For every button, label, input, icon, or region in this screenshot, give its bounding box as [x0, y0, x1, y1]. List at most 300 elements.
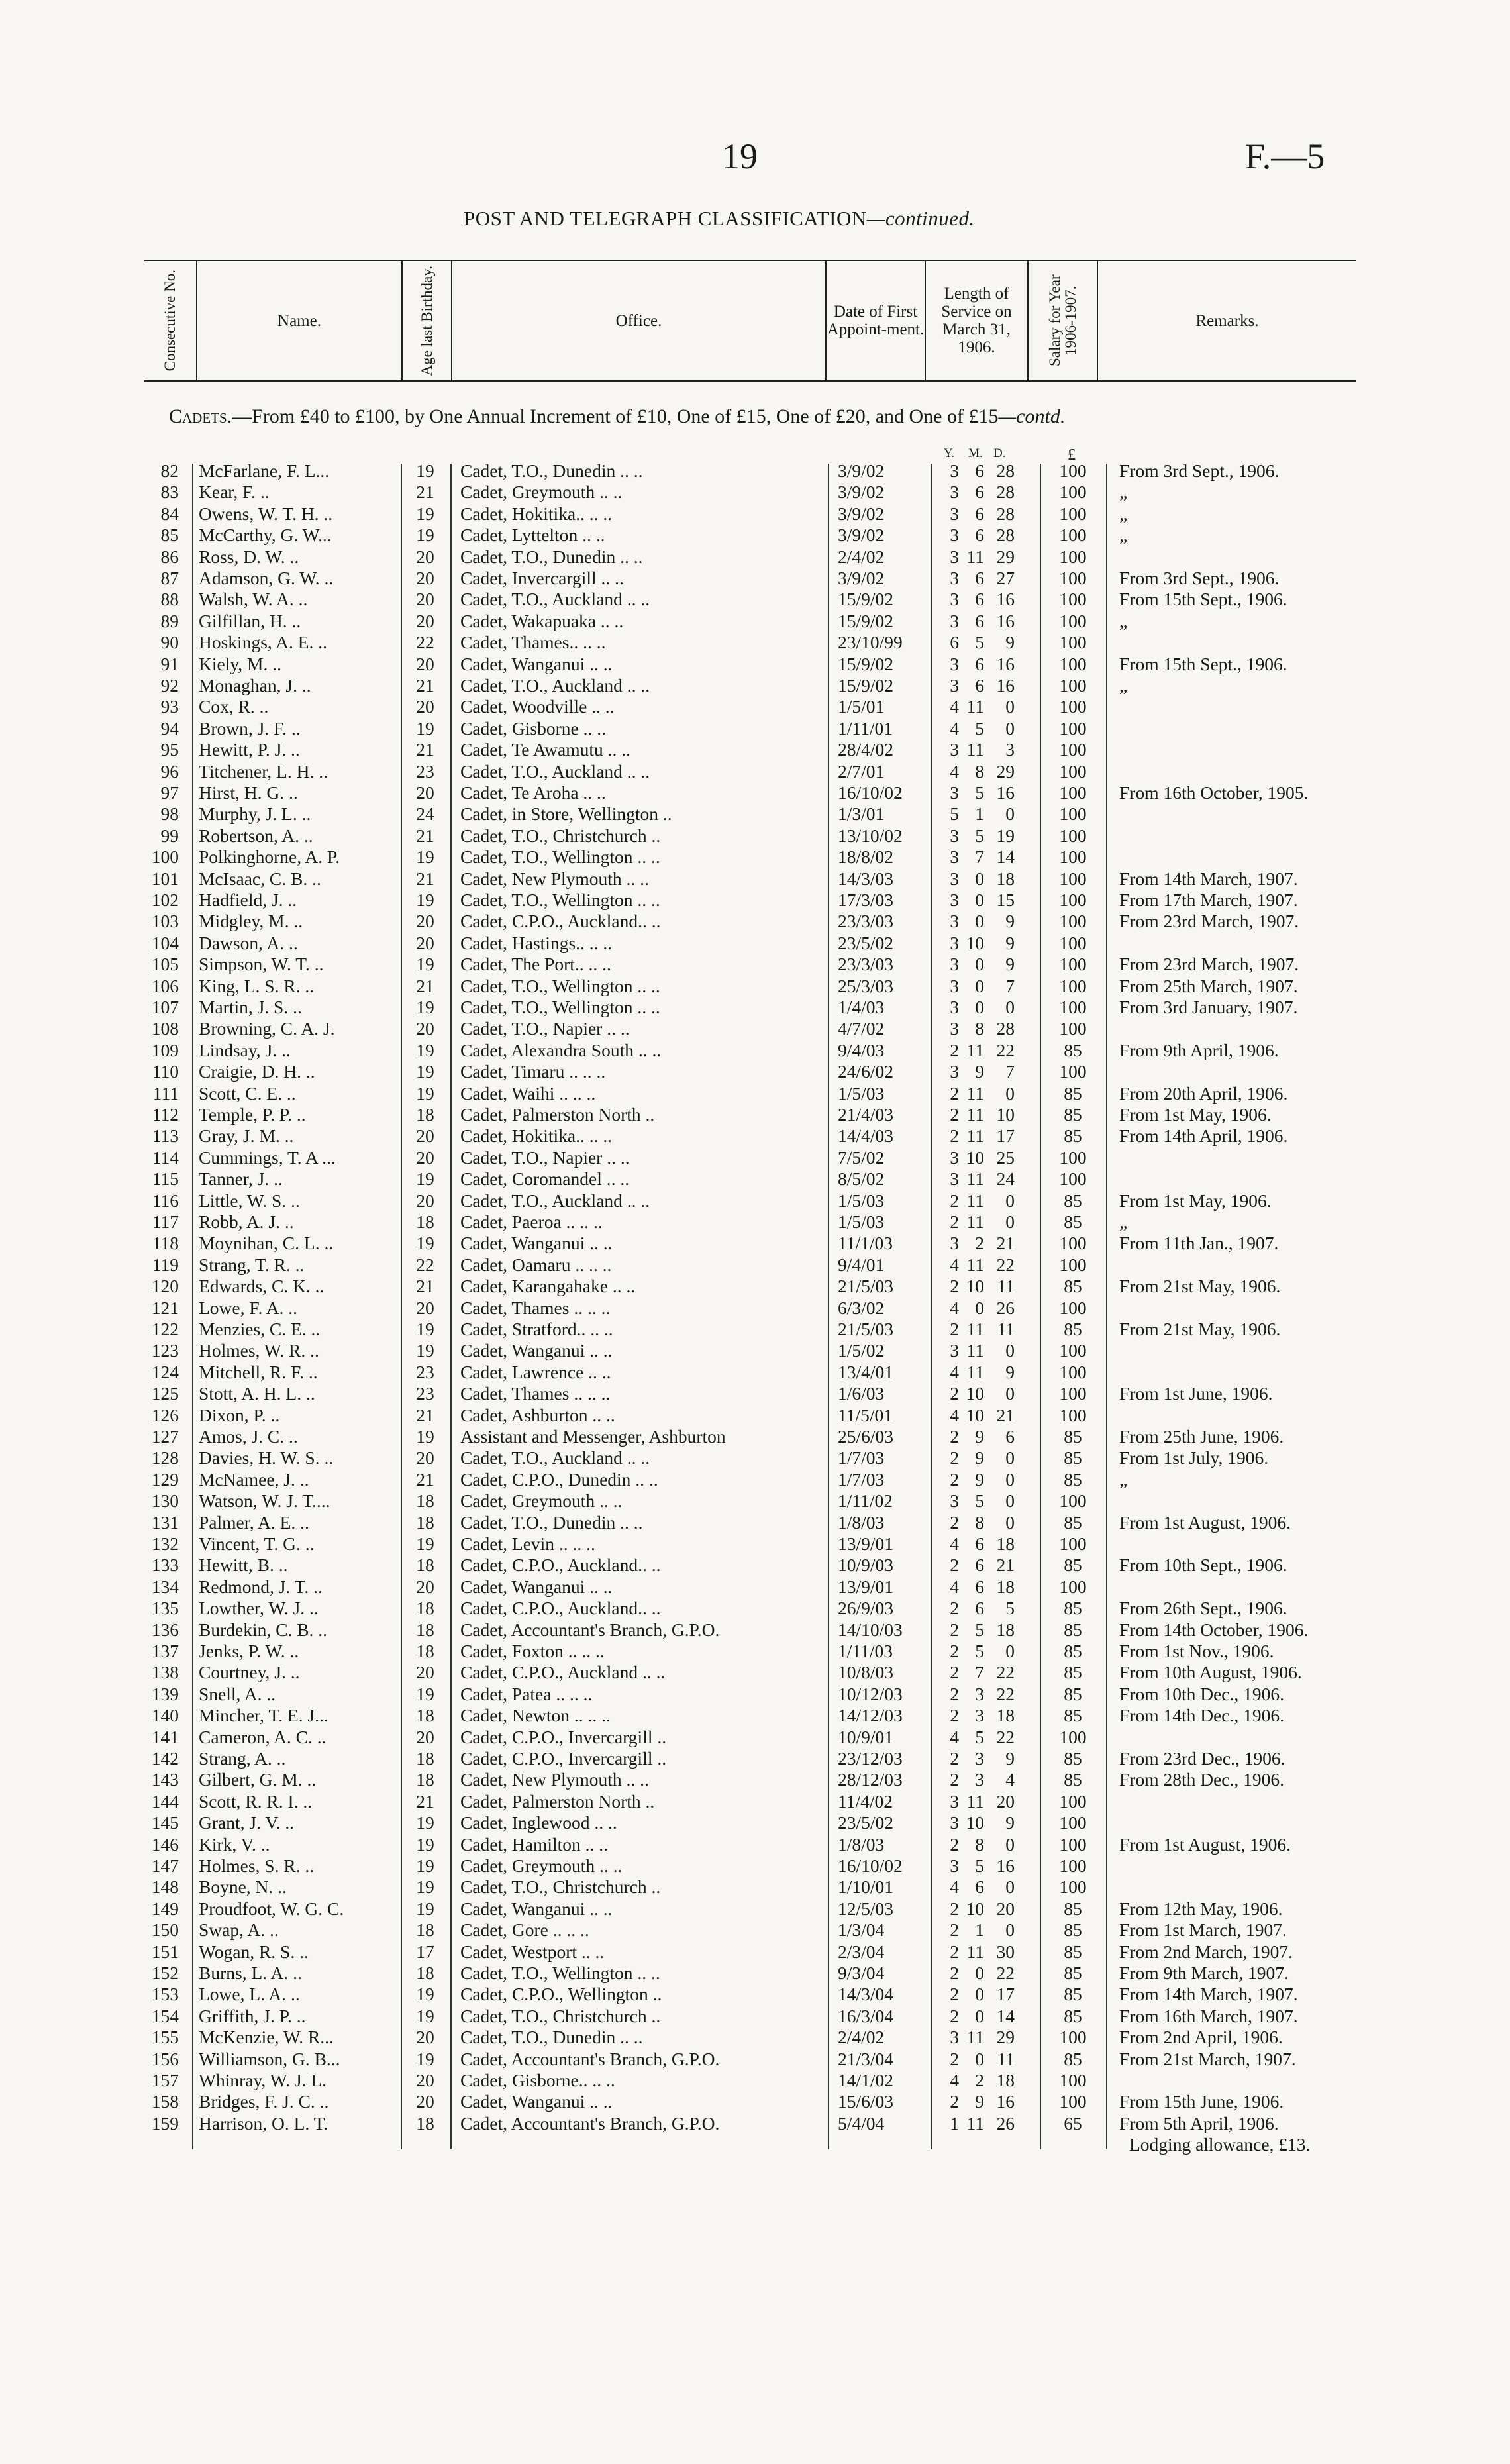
office-cell: Cadet, Accountant's Branch, G.P.O.	[460, 2048, 720, 2069]
days-cell: 15	[996, 890, 1015, 910]
title-suffix: —continued.	[866, 207, 975, 230]
months-cell: 11	[966, 1125, 984, 1147]
months-cell: 5	[975, 825, 984, 846]
consecutive-no: 154	[151, 2005, 179, 2026]
consecutive-no: 135	[151, 1598, 179, 1619]
years-cell: 4	[950, 760, 959, 782]
footnote-row	[0, 2134, 1510, 2156]
name-cell: Lindsay, J. ..	[199, 1039, 291, 1060]
salary-cell: 100	[1059, 2070, 1087, 2090]
months-cell: 9	[975, 1447, 984, 1468]
date-cell: 18/8/02	[838, 847, 894, 868]
date-cell: 3/9/02	[838, 482, 885, 503]
table-row	[0, 2091, 1510, 2113]
date-cell: 11/4/02	[838, 1790, 893, 1812]
office-cell: Cadet, T.O., Auckland .. ..	[460, 589, 650, 610]
salary-cell: 100	[1059, 568, 1087, 588]
age-cell: 20	[416, 2027, 434, 2048]
table-row	[0, 503, 1510, 525]
office-cell: Cadet, C.P.O., Invercargill ..	[460, 1726, 667, 1747]
days-cell: 24	[996, 1168, 1015, 1190]
days-cell: 11	[997, 1319, 1015, 1339]
office-cell: Cadet, Hastings.. .. ..	[460, 932, 613, 953]
salary-cell: 100	[1059, 1833, 1087, 1855]
consecutive-no: 124	[151, 1361, 179, 1382]
months-cell: 0	[975, 911, 984, 932]
name-cell: Cameron, A. C. ..	[199, 1726, 327, 1747]
salary-cell: 100	[1059, 460, 1087, 481]
salary-cell: 100	[1059, 1855, 1087, 1876]
date-cell: 14/3/03	[838, 868, 894, 889]
days-cell: 17	[996, 1125, 1015, 1147]
office-cell: Cadet, New Plymouth .. ..	[460, 1769, 649, 1790]
consecutive-no: 113	[152, 1125, 179, 1147]
days-cell: 18	[996, 868, 1015, 889]
date-cell: 1/8/03	[838, 1512, 885, 1533]
consecutive-no: 133	[151, 1555, 179, 1576]
age-cell: 18	[416, 1920, 434, 1941]
days-cell: 0	[1005, 1468, 1015, 1490]
date-cell: 14/3/04	[838, 1984, 894, 2005]
years-cell: 3	[950, 1855, 959, 1876]
office-cell: Cadet, New Plymouth .. ..	[460, 868, 649, 889]
date-cell: 21/3/04	[838, 2048, 894, 2069]
age-cell: 19	[416, 1855, 434, 1876]
months-cell: 3	[975, 1683, 984, 1704]
salary-cell: 100	[1059, 2027, 1087, 2048]
name-cell: Hirst, H. G. ..	[199, 782, 298, 803]
salary-cell: 85	[1064, 1641, 1082, 1661]
table-row	[0, 675, 1510, 697]
date-cell: 3/9/02	[838, 568, 885, 588]
years-cell: 2	[950, 1468, 959, 1490]
date-cell: 10/9/03	[838, 1555, 894, 1576]
date-cell: 28/12/03	[838, 1769, 903, 1790]
years-cell: 2	[950, 1963, 959, 1983]
consecutive-no: 87	[160, 568, 179, 588]
remarks-cell: From 2nd March, 1907.	[1119, 1941, 1293, 1962]
years-cell: 1	[950, 2112, 959, 2133]
consecutive-no: 125	[151, 1383, 179, 1404]
date-cell: 6/3/02	[838, 1297, 885, 1318]
days-cell: 0	[1005, 717, 1015, 739]
months-cell: 1	[975, 1920, 984, 1941]
table-row	[0, 782, 1510, 804]
months-cell: 0	[975, 997, 984, 1017]
table-row	[0, 1298, 1510, 1319]
years-cell: 3	[950, 890, 959, 910]
office-cell: Cadet, T.O., Auckland .. ..	[460, 675, 650, 695]
consecutive-no: 101	[151, 868, 179, 889]
age-cell: 19	[416, 1876, 434, 1898]
office-cell: Cadet, Gore .. .. ..	[460, 1920, 589, 1941]
salary-cell: 100	[1059, 1790, 1087, 1812]
salary-cell: 85	[1064, 1104, 1082, 1125]
name-cell: Holmes, S. R. ..	[199, 1855, 315, 1876]
consecutive-no: 100	[151, 847, 179, 868]
consecutive-no: 138	[151, 1662, 179, 1683]
salary-cell: 85	[1064, 1683, 1082, 1704]
consecutive-no: 144	[151, 1790, 179, 1812]
name-cell: Burns, L. A. ..	[199, 1963, 302, 1983]
age-cell: 20	[416, 589, 434, 610]
consecutive-no: 150	[151, 1920, 179, 1941]
table-row	[0, 1340, 1510, 1362]
months-cell: 0	[975, 2048, 984, 2069]
table-row	[0, 1447, 1510, 1469]
months-cell: 10	[966, 1404, 984, 1425]
months-cell: 11	[966, 1790, 984, 1812]
date-cell: 23/12/03	[838, 1748, 903, 1769]
age-cell: 19	[416, 1683, 434, 1704]
date-cell: 23/3/03	[838, 911, 894, 932]
remarks-cell: From 21st May, 1906.	[1119, 1276, 1281, 1297]
date-cell: 9/4/03	[838, 1039, 885, 1060]
consecutive-no: 82	[160, 460, 179, 481]
table-row	[0, 1040, 1510, 1062]
office-cell: Cadet, Alexandra South .. ..	[460, 1039, 662, 1060]
months-cell: 10	[966, 1147, 984, 1168]
table-row	[0, 1576, 1510, 1598]
days-cell: 0	[1005, 997, 1015, 1017]
office-cell: Cadet, Wanganui .. ..	[460, 1233, 613, 1254]
years-cell: 3	[950, 1233, 959, 1254]
months-cell: 9	[975, 2091, 984, 2112]
months-cell: 8	[975, 760, 984, 782]
months-cell: 7	[975, 1662, 984, 1683]
months-cell: 10	[966, 1812, 984, 1833]
consecutive-no: 86	[160, 546, 179, 567]
table-row	[0, 1104, 1510, 1126]
consecutive-no: 127	[151, 1426, 179, 1447]
table-row	[0, 460, 1510, 482]
days-cell: 17	[996, 1984, 1015, 2005]
years-cell: 2	[950, 1555, 959, 1576]
consecutive-no: 145	[151, 1812, 179, 1833]
consecutive-no: 116	[152, 1190, 179, 1211]
years-cell: 4	[950, 1726, 959, 1747]
salary-cell: 85	[1064, 1447, 1082, 1468]
consecutive-no: 159	[151, 2112, 179, 2133]
salary-cell: 65	[1064, 2112, 1082, 2133]
salary-cell: 100	[1059, 1576, 1087, 1597]
table-row	[0, 1362, 1510, 1384]
days-cell: 21	[996, 1555, 1015, 1576]
years-cell: 2	[950, 1276, 959, 1297]
salary-cell: 85	[1064, 1426, 1082, 1447]
date-cell: 1/7/03	[838, 1447, 885, 1468]
age-cell: 19	[416, 1039, 434, 1060]
age-cell: 19	[416, 1812, 434, 1833]
age-cell: 20	[416, 1662, 434, 1683]
office-cell: Cadet, T.O., Wellington .. ..	[460, 890, 660, 910]
days-cell: 21	[996, 1233, 1015, 1254]
salary-cell: 85	[1064, 1662, 1082, 1683]
months-cell: 5	[975, 1641, 984, 1661]
years-cell: 2	[950, 1683, 959, 1704]
days-cell: 27	[996, 568, 1015, 588]
months-cell: 11	[966, 1039, 984, 1060]
age-cell: 19	[416, 1061, 434, 1082]
salary-cell: 100	[1059, 675, 1087, 695]
days-cell: 0	[1005, 1190, 1015, 1211]
date-cell: 23/5/02	[838, 932, 894, 953]
months-cell: 11	[966, 1211, 984, 1232]
document-code: F.—5	[1245, 136, 1325, 176]
table-row	[0, 954, 1510, 976]
months-cell: 0	[975, 954, 984, 975]
years-cell: 3	[950, 1168, 959, 1190]
months-cell: 11	[966, 2112, 984, 2133]
months-cell: 6	[975, 1533, 984, 1554]
days-cell: 28	[996, 460, 1015, 481]
header-date: Date of First Appoint-ment.	[827, 261, 926, 380]
salary-cell: 85	[1064, 1619, 1082, 1640]
consecutive-no: 130	[151, 1490, 179, 1512]
office-cell: Cadet, Palmerston North ..	[460, 1104, 655, 1125]
days-cell: 19	[996, 825, 1015, 846]
name-cell: McNamee, J. ..	[199, 1468, 309, 1490]
days-cell: 9	[1005, 1748, 1015, 1769]
section-heading	[169, 405, 1065, 428]
date-cell: 7/5/02	[838, 1147, 885, 1168]
date-cell: 3/9/02	[838, 525, 885, 546]
remarks-cell: From 12th May, 1906.	[1119, 1898, 1283, 1919]
office-cell: Cadet, T.O., Christchurch ..	[460, 2005, 661, 2026]
header-remarks: Remarks.	[1195, 311, 1259, 330]
name-cell: Little, W. S. ..	[199, 1190, 300, 1211]
header-salary: Salary for Year 1906-1907.	[1029, 261, 1098, 380]
table-row	[0, 1512, 1510, 1534]
salary-cell: 85	[1064, 2005, 1082, 2026]
date-cell: 5/4/04	[838, 2112, 885, 2133]
months-cell: 11	[966, 1104, 984, 1125]
years-cell: 2	[950, 1125, 959, 1147]
months-cell: 6	[975, 675, 984, 695]
name-cell: Swap, A. ..	[199, 1920, 279, 1941]
consecutive-no: 111	[152, 1082, 179, 1104]
name-cell: Harrison, O. L. T.	[199, 2112, 328, 2133]
remarks-cell: From 10th Dec., 1906.	[1119, 1683, 1285, 1704]
days-cell: 16	[996, 653, 1015, 674]
office-cell: Cadet, Wanganui .. ..	[460, 2091, 613, 2112]
page-title	[464, 207, 975, 231]
table-row	[0, 1555, 1510, 1576]
years-cell: 3	[950, 1790, 959, 1812]
days-cell: 22	[996, 1039, 1015, 1060]
name-cell: Owens, W. T. H. ..	[199, 503, 333, 524]
remarks-cell: From 14th Dec., 1906.	[1119, 1705, 1285, 1726]
salary-cell: 85	[1064, 1769, 1082, 1790]
days-cell: 28	[996, 482, 1015, 503]
salary-cell: 85	[1064, 1941, 1082, 1962]
consecutive-no: 89	[160, 610, 179, 631]
age-cell: 19	[416, 1319, 434, 1339]
salary-cell: 100	[1059, 847, 1087, 868]
years-cell: 3	[950, 868, 959, 889]
consecutive-no: 132	[151, 1533, 179, 1554]
office-cell: Cadet, Hamilton .. ..	[460, 1833, 609, 1855]
years-cell: 2	[950, 1383, 959, 1404]
table-row	[0, 847, 1510, 868]
age-cell: 18	[416, 1598, 434, 1619]
age-cell: 20	[416, 1190, 434, 1211]
header-name: Name.	[197, 261, 403, 380]
days-cell: 14	[996, 2005, 1015, 2026]
table-row	[0, 1490, 1510, 1512]
name-cell: McKenzie, W. R...	[199, 2027, 334, 2048]
office-cell: Cadet, Newton .. .. ..	[460, 1705, 611, 1726]
remarks-cell: From 1st July, 1906.	[1119, 1447, 1269, 1468]
name-cell: King, L. S. R. ..	[199, 975, 315, 996]
years-cell: 2	[950, 1190, 959, 1211]
table-row	[0, 1083, 1510, 1105]
table-row	[0, 1469, 1510, 1491]
salary-cell: 100	[1059, 589, 1087, 610]
months-cell: 10	[966, 1276, 984, 1297]
months-cell: 9	[975, 1468, 984, 1490]
consecutive-no: 148	[151, 1876, 179, 1898]
consecutive-no: 106	[151, 975, 179, 996]
consecutive-no: 131	[151, 1512, 179, 1533]
months-cell: 11	[966, 1941, 984, 1962]
months-cell: 6	[975, 1876, 984, 1898]
name-cell: Lowther, W. J. ..	[199, 1598, 319, 1619]
office-cell: Cadet, Gisborne.. .. ..	[460, 2070, 615, 2090]
remarks-cell: From 1st August, 1906.	[1119, 1512, 1291, 1533]
consecutive-no: 153	[151, 1984, 179, 2005]
months-cell: 0	[975, 1963, 984, 1983]
name-cell: Gilfillan, H. ..	[199, 610, 301, 631]
table-row	[0, 911, 1510, 933]
date-cell: 15/9/02	[838, 675, 894, 695]
date-cell: 9/3/04	[838, 1963, 885, 1983]
table-row	[0, 654, 1510, 676]
months-cell: 10	[966, 1383, 984, 1404]
remarks-cell: „	[1119, 503, 1128, 524]
table-row	[0, 632, 1510, 654]
page-number: 19	[722, 136, 758, 176]
table-row	[0, 1684, 1510, 1706]
consecutive-no: 84	[160, 503, 179, 524]
name-cell: Simpson, W. T. ..	[199, 954, 324, 975]
remarks-cell: From 21st May, 1906.	[1119, 1319, 1281, 1339]
age-cell: 20	[416, 1297, 434, 1318]
salary-cell: 100	[1059, 1876, 1087, 1898]
remarks-cell: From 5th April, 1906.	[1119, 2112, 1279, 2133]
days-cell: 22	[996, 1963, 1015, 1983]
age-cell: 22	[416, 632, 434, 653]
unit-years: Y.	[944, 446, 955, 460]
days-cell: 22	[996, 1683, 1015, 1704]
years-cell: 3	[950, 503, 959, 524]
date-cell: 25/3/03	[838, 975, 894, 996]
name-cell: Davies, H. W. S. ..	[199, 1447, 334, 1468]
remarks-cell: From 1st August, 1906.	[1119, 1833, 1291, 1855]
remarks-cell: From 9th April, 1906.	[1119, 1039, 1279, 1060]
days-cell: 6	[1005, 1426, 1015, 1447]
table-row	[0, 568, 1510, 590]
age-cell: 21	[416, 739, 434, 760]
years-cell: 2	[950, 1039, 959, 1060]
days-cell: 0	[1005, 1383, 1015, 1404]
table-row	[0, 1963, 1510, 1984]
consecutive-no: 93	[160, 696, 179, 717]
name-cell: Grant, J. V. ..	[199, 1812, 295, 1833]
office-cell: Cadet, Greymouth .. ..	[460, 482, 623, 503]
age-cell: 19	[416, 890, 434, 910]
salary-cell: 100	[1059, 610, 1087, 631]
table-row	[0, 1211, 1510, 1233]
salary-cell: 85	[1064, 1748, 1082, 1769]
age-cell: 19	[416, 1082, 434, 1104]
table-row	[0, 1727, 1510, 1749]
date-cell: 2/7/01	[838, 760, 885, 782]
date-cell: 15/9/02	[838, 610, 894, 631]
office-cell: Cadet, T.O., Auckland .. ..	[460, 1447, 650, 1468]
remarks-cell: From 2nd April, 1906.	[1119, 2027, 1283, 2048]
age-cell: 23	[416, 1361, 434, 1382]
days-cell: 30	[996, 1941, 1015, 1962]
salary-cell: 100	[1059, 632, 1087, 653]
consecutive-no: 140	[151, 1705, 179, 1726]
age-cell: 21	[416, 825, 434, 846]
days-cell: 18	[996, 2070, 1015, 2090]
years-cell: 3	[950, 2027, 959, 2048]
years-cell: 3	[950, 975, 959, 996]
years-cell: 3	[950, 954, 959, 975]
name-cell: Robb, A. J. ..	[199, 1211, 294, 1232]
consecutive-no: 94	[160, 717, 179, 739]
table-row	[0, 1984, 1510, 2006]
months-cell: 5	[975, 1726, 984, 1747]
remarks-cell: From 1st Nov., 1906.	[1119, 1641, 1274, 1661]
name-cell: Hoskings, A. E. ..	[199, 632, 328, 653]
office-cell: Cadet, T.O., Napier .. ..	[460, 1147, 630, 1168]
months-cell: 9	[975, 1061, 984, 1082]
years-cell: 3	[950, 739, 959, 760]
days-cell: 16	[996, 610, 1015, 631]
months-cell: 0	[975, 890, 984, 910]
years-cell: 3	[950, 1061, 959, 1082]
office-cell: Cadet, Thames .. .. ..	[460, 1297, 611, 1318]
date-cell: 1/10/01	[838, 1876, 894, 1898]
years-cell: 3	[950, 653, 959, 674]
office-cell: Cadet, T.O., Auckland .. ..	[460, 760, 650, 782]
date-cell: 16/3/04	[838, 2005, 894, 2026]
years-cell: 3	[950, 1147, 959, 1168]
remarks-cell: From 3rd Sept., 1906.	[1119, 568, 1280, 588]
name-cell: Gray, J. M. ..	[199, 1125, 294, 1147]
table-row	[0, 2113, 1510, 2135]
salary-cell: 100	[1059, 503, 1087, 524]
name-cell: McIsaac, C. B. ..	[199, 868, 321, 889]
office-cell: Cadet, T.O., Christchurch ..	[460, 825, 661, 846]
years-cell: 3	[950, 1812, 959, 1833]
age-cell: 19	[416, 1833, 434, 1855]
date-cell: 14/4/03	[838, 1125, 894, 1147]
days-cell: 26	[996, 1297, 1015, 1318]
age-cell: 20	[416, 2070, 434, 2090]
office-cell: Cadet, Patea .. .. ..	[460, 1683, 593, 1704]
consecutive-no: 155	[151, 2027, 179, 2048]
age-cell: 20	[416, 782, 434, 803]
table-row	[0, 1834, 1510, 1856]
date-cell: 21/4/03	[838, 1104, 894, 1125]
remarks-cell: From 15th Sept., 1906.	[1119, 589, 1287, 610]
table-row	[0, 1147, 1510, 1169]
age-cell: 20	[416, 1447, 434, 1468]
